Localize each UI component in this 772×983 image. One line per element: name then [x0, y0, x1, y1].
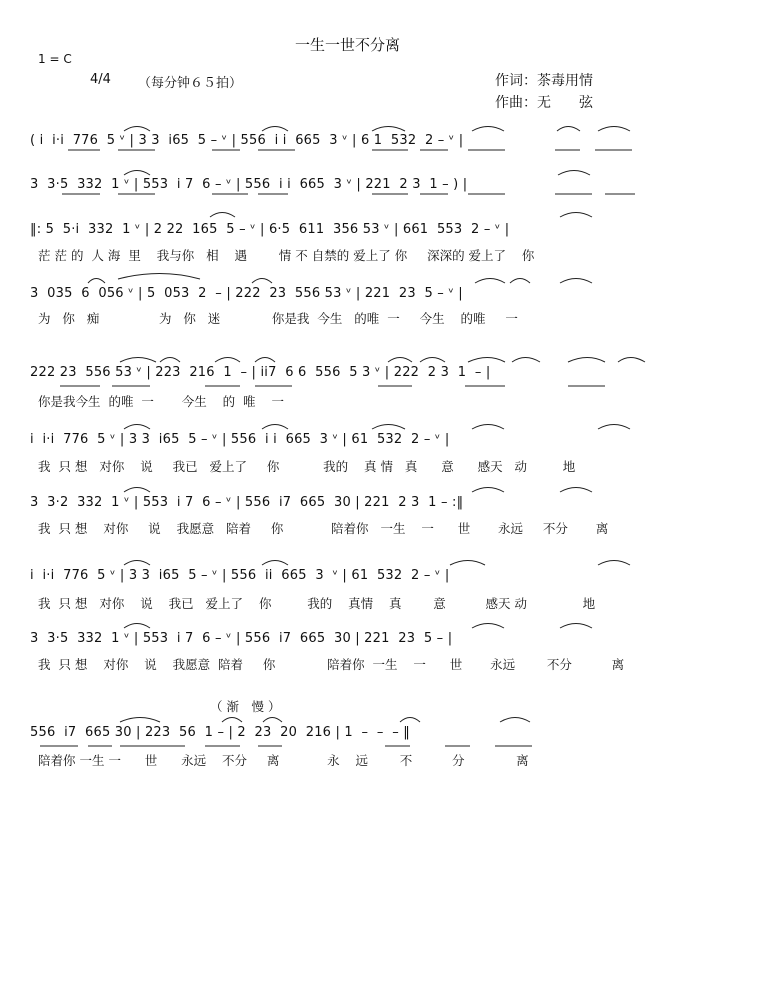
staff-line-8: i i·i 776 5 ᵛ | 3 3 i65 5 – ᵛ | 556 ii 665 3 ᵛ | 61 532 2 – ᵛ |: [30, 568, 450, 583]
staff-line-1: ( i i·i 776 5 ᵛ | 3 3 i65 5 – ᵛ | 556 i i 665 3 ᵛ | 6 1 532 2 – ᵛ |: [30, 133, 464, 148]
lyrics-line-6: 我 只 想 对你 说 我已 爱上了 你 我的 真 情 真 意 感天 动 地: [38, 459, 576, 474]
tempo-direction: （ 渐 慢 ）: [210, 699, 281, 714]
staff-line-9: 3 3·5 332 1 ᵛ | 553 i 7 6 – ᵛ | 556 i7 665 30 | 221 23 5 – |: [30, 631, 453, 646]
staff-line-7: 3 3·2 332 1 ᵛ | 553 i 7 6 – ᵛ | 556 i7 665 30 | 221 2 3 1 – :‖: [30, 495, 464, 510]
lyricist-credit: 作词：茶毒用情: [495, 73, 593, 89]
staff-line-10: 556 i7 665 30 | 223 56 1 – | 2 23 20 216 | 1 – – – ‖: [30, 725, 410, 740]
song-title: 一生一世不分离: [295, 36, 401, 54]
lyrics-line-8: 我 只 想 对你 说 我已 爱上了 你 我的 真情 真 意 感天 动 地: [38, 596, 596, 611]
staff-line-2: 3 3·5 332 1 ᵛ | 553 i 7 6 – ᵛ | 556 i i 665 3 ᵛ | 221 2 3 1 – ) |: [30, 177, 468, 192]
staff-line-5: 222 23 556 53 ᵛ | 223 216 1 – | ii7 6 6 556 5 3 ᵛ | 222 2 3 1 – |: [30, 365, 491, 380]
staff-line-4: 3 035 6 056 ᵛ | 5 053 2 – | 222 23 556 53 ᵛ | 221 23 5 – ᵛ |: [30, 286, 463, 301]
lyrics-line-4: 为 你 痴 为 你 迷 你是我 今生 的唯 一 今生 的唯 一: [38, 311, 518, 326]
staff-line-3: ‖: 5 5·i 332 1 ᵛ | 2 22 165 5 – ᵛ | 6·5 611 356 53 ᵛ | 661 553 2 – ᵛ |: [30, 222, 510, 237]
staff-line-6: i i·i 776 5 ᵛ | 3 3 i65 5 – ᵛ | 556 i i 665 3 ᵛ | 61 532 2 – ᵛ |: [30, 432, 450, 447]
lyrics-line-7: 我 只 想 对你 说 我愿意 陪着 你 陪着你 一生 一 世 永远 不分 离: [38, 521, 609, 536]
key-signature: 1 = C: [38, 52, 72, 66]
tempo-marking: （每分钟６５拍）: [138, 76, 243, 91]
time-signature: 4/4: [90, 72, 111, 87]
lyrics-line-10: 陪着你 一生 一 世 永远 不分 离 永 远 不 分 离: [38, 753, 529, 768]
lyrics-line-3: 茫 茫 的 人 海 里 我与你 相 遇 情 不 自禁的 爱上了 你 深深的 爱上了 你: [38, 248, 535, 263]
lyrics-line-5: 你是我今生 的唯 一 今生 的 唯 一: [38, 394, 284, 409]
lyrics-line-9: 我 只 想 对你 说 我愿意 陪着 你 陪着你 一生 一 世 永远 不分 离: [38, 657, 625, 672]
composer-credit: 作曲：无 弦: [495, 95, 593, 111]
